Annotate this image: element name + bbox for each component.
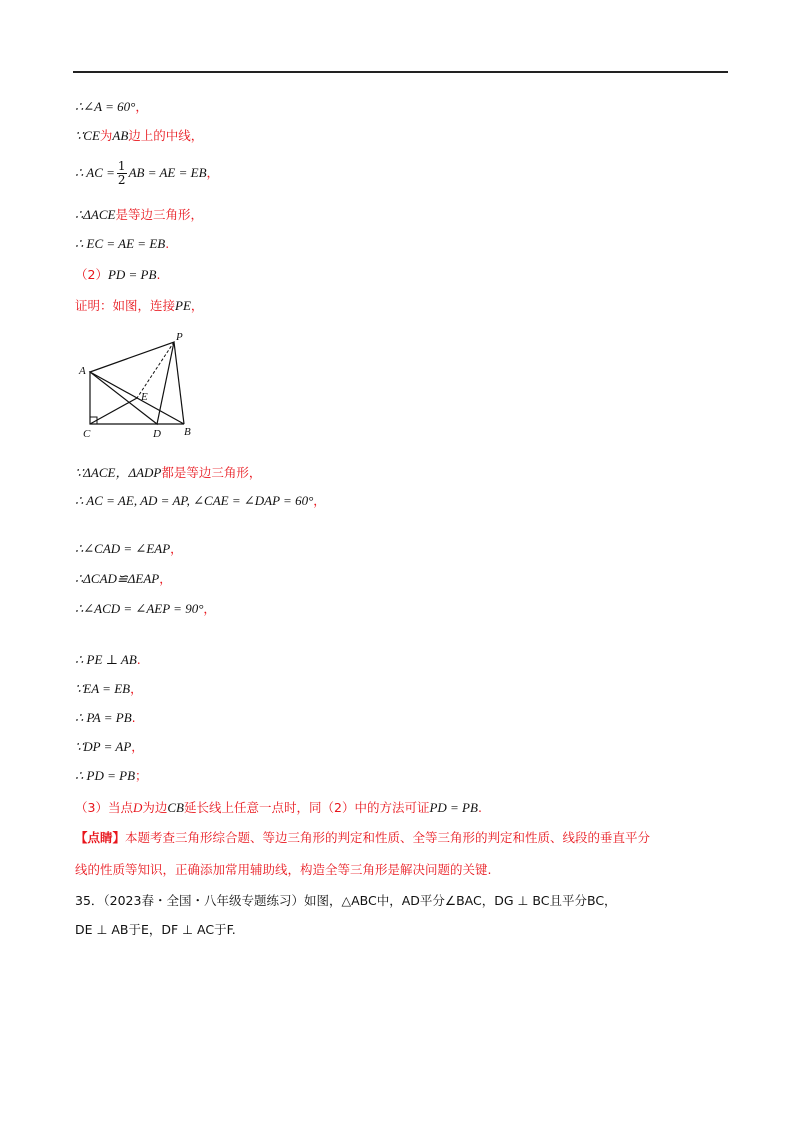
label-D: D <box>153 428 161 440</box>
line-13: ∴ PE ⊥ AB. <box>75 652 141 667</box>
label-B: B <box>184 426 191 438</box>
line-8: ∵ΔACE，ΔADP都是等边三角形， <box>75 465 262 480</box>
line-18: （3）当点D为边CB延长线上任意一点时，同（2）中的方法可证PD = PB. <box>75 800 482 815</box>
line-6: （2）PD = PB. <box>75 267 161 282</box>
line-10: ∴∠CAD = ∠EAP， <box>75 541 183 556</box>
label-A: A <box>79 365 86 377</box>
line-1: ∴∠A = 60°， <box>75 99 148 114</box>
line-19-comment: 【点睛】本题考查三角形综合题、等边三角形的判定和性质、全等三角形的判定和性质、线段的垂直平分 <box>75 830 651 845</box>
label-E: E <box>141 391 148 403</box>
line-15: ∴ PA = PB. <box>75 710 136 725</box>
line-20-comment: 线的性质等知识，正确添加常用辅助线，构造全等三角形是解决问题的关键. <box>75 862 492 877</box>
header-rule <box>73 71 728 73</box>
question-35-line-1: 35．（2023春・全国・八年级专题练习）如图，△ABC中，AD平分∠BAC，DG ⊥ BC且平分BC， <box>75 893 617 908</box>
question-35-line-2: DE ⊥ AB于E，DF ⊥ AC于F. <box>75 922 236 937</box>
line-17: ∴ PD = PB； <box>75 768 148 783</box>
line-16: ∵DP = AP， <box>75 739 144 754</box>
line-14: ∵EA = EB， <box>75 681 143 696</box>
label-P: P <box>176 331 183 343</box>
line-12: ∴∠ACD = ∠AEP = 90°， <box>75 601 216 616</box>
line-7: 证明：如图，连接PE， <box>75 298 204 313</box>
line-5: ∴ EC = AE = EB. <box>75 236 170 251</box>
label-C: C <box>83 428 91 440</box>
fraction-half: $\frac{1}{2}$ <box>117 159 126 187</box>
line-9: ∴ AC = AE, AD = AP, ∠CAE = ∠DAP = 60°， <box>75 493 326 508</box>
line-11: ∴ΔCAD≌ΔEAP， <box>75 571 172 586</box>
line-2: ∵CE为AB边上的中线， <box>75 128 204 143</box>
segment-PB <box>174 342 184 424</box>
line-4: ∴ΔACE是等边三角形， <box>75 207 203 222</box>
line-3: ∴ AC = $\frac{1}{2}$ AB = AE = EB， <box>75 159 220 187</box>
geometry-figure <box>74 330 204 442</box>
